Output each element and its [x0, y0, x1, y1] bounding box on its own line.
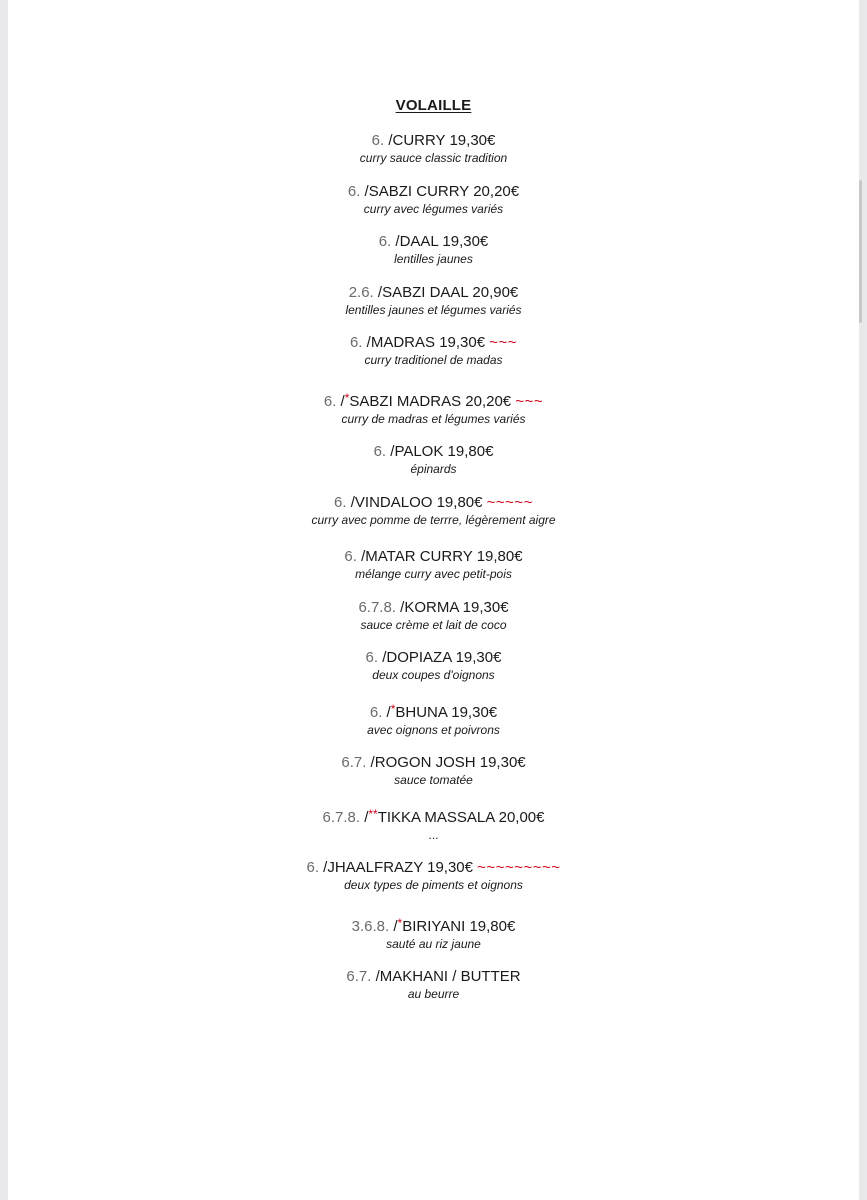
allergen-codes: 6.7.8. [322, 808, 361, 826]
dish-price: 19,80€ [447, 443, 494, 460]
dish-price: 19,80€ [436, 493, 483, 511]
dish-name: DAAL [399, 233, 439, 250]
separator: / [386, 443, 395, 460]
separator: / [389, 917, 398, 935]
separator: / [378, 649, 387, 666]
dish-description: lentilles jaunes [394, 252, 473, 266]
dish-name: MATAR CURRY [365, 548, 473, 565]
dish-name: DOPIAZA [386, 649, 452, 666]
dish-description: ... [428, 827, 439, 842]
dish-name: MADRAS [370, 334, 436, 351]
dish-name: TIKKA MASSALA [377, 808, 495, 826]
dish-price: 20,20€ [473, 182, 520, 200]
dish-name: CURRY [392, 132, 446, 149]
menu-item-title [8, 548, 859, 566]
dish-price: 19,30€ [442, 233, 489, 250]
menu-item [8, 548, 859, 599]
menu-item-title [8, 914, 859, 936]
spice-level: ~~~ [489, 334, 518, 351]
menu-item-title [8, 805, 859, 827]
section-title: VOLAILLE [395, 97, 472, 114]
separator: / [356, 548, 366, 565]
separator: / [360, 182, 369, 200]
menu-item-title [8, 754, 859, 772]
dish-description: deux coupes d'oignons [372, 668, 495, 682]
separator: / [362, 334, 371, 351]
dish-description: curry sauce classic tradition [359, 151, 508, 165]
menu-item [8, 132, 859, 183]
menu-item-title [8, 599, 859, 617]
dish-price: 19,30€ [462, 598, 509, 616]
dish-name: VINDALOO [354, 493, 433, 511]
menu-item [8, 183, 859, 234]
menu-item [8, 284, 859, 335]
menu-item-title [8, 389, 859, 411]
dish-description: au beurre [407, 987, 460, 1001]
allergen-codes: 6.7.8. [358, 598, 396, 616]
menu-item-title [8, 284, 859, 302]
star-marker: * [390, 701, 396, 716]
dish-price: 19,30€ [479, 754, 526, 771]
dish-price: 19,30€ [455, 649, 502, 666]
dish-description: avec oignons et poivrons [367, 722, 500, 737]
menu-items-list [8, 132, 859, 1019]
menu-item [8, 334, 859, 389]
dish-description: sauce crème et lait de coco [360, 617, 507, 632]
allergen-codes: 6. [365, 649, 379, 666]
star-marker: * [344, 390, 350, 405]
dish-price: 19,30€ [451, 703, 498, 721]
separator: / [384, 132, 393, 149]
star-marker: * [397, 915, 403, 930]
menu-item-title [8, 859, 859, 877]
menu-page [8, 0, 859, 1200]
menu-item-title [8, 968, 859, 986]
menu-item [8, 805, 859, 860]
dish-name: BIRIYANI [402, 917, 466, 935]
dish-description: curry avec pomme de terrre, légèrement aigre [311, 512, 556, 527]
separator: / [373, 283, 383, 301]
menu-item [8, 494, 859, 549]
spice-level: ~~~~~~~~~ [477, 859, 561, 876]
separator: / [382, 703, 391, 721]
separator: / [366, 754, 375, 771]
menu-item-title [8, 334, 859, 352]
separator: / [395, 598, 405, 616]
dish-name: SABZI DAAL [382, 283, 469, 301]
scrollbar[interactable] [859, 180, 862, 323]
menu-item [8, 914, 859, 969]
spice-level: ~~~~~ [486, 493, 533, 511]
separator: / [336, 392, 345, 410]
dish-name: SABZI CURRY [368, 182, 470, 200]
allergen-codes: 6. [344, 548, 357, 565]
allergen-codes: 6. [349, 334, 363, 351]
menu-item [8, 599, 859, 650]
dish-description: lentilles jaunes et légumes variés [345, 302, 522, 317]
spice-level: ~~~ [515, 392, 544, 410]
menu-item-title [8, 649, 859, 667]
dish-description: curry traditionel de madas [364, 353, 503, 367]
menu-item-title [8, 443, 859, 461]
dish-price: 20,90€ [472, 283, 519, 301]
menu-item [8, 443, 859, 494]
dish-description: curry avec légumes variés [363, 201, 504, 216]
menu-item-title [8, 132, 859, 150]
separator: / [346, 493, 355, 511]
dish-price: 20,20€ [465, 392, 512, 410]
menu-item [8, 859, 859, 914]
dish-description: sauce tomatée [394, 773, 473, 787]
dish-description: curry de madras et légumes variés [341, 411, 526, 426]
menu-item-title [8, 183, 859, 201]
dish-name: PALOK [394, 443, 444, 460]
allergen-codes: 6. [323, 392, 337, 410]
dish-price: 19,30€ [449, 132, 496, 149]
separator: / [371, 968, 380, 985]
dish-price: 19,80€ [476, 548, 523, 565]
menu-item-title [8, 233, 859, 251]
dish-description: épinards [410, 462, 457, 476]
allergen-codes: 3.6.8. [351, 917, 390, 935]
dish-description: mélange curry avec petit-pois [355, 567, 512, 581]
menu-item [8, 389, 859, 444]
menu-item [8, 233, 859, 284]
allergen-codes: 6. [378, 233, 392, 250]
dish-name: KORMA [404, 598, 459, 616]
separator: / [391, 233, 400, 250]
dish-price: 19,30€ [427, 859, 473, 876]
allergen-codes: 6. [373, 443, 387, 460]
separator: / [360, 808, 369, 826]
dish-name: MAKHANI / BUTTER [379, 968, 521, 985]
allergen-codes: 6. [306, 859, 319, 876]
menu-item [8, 649, 859, 700]
dish-price: 19,80€ [469, 917, 516, 935]
star-marker: ** [368, 806, 378, 821]
allergen-codes: 6. [371, 132, 385, 149]
dish-name: ROGON JOSH [374, 754, 476, 771]
menu-item-title [8, 494, 859, 512]
allergen-codes: 2.6. [348, 283, 374, 301]
allergen-codes: 6.7. [346, 968, 372, 985]
dish-description: sauté au riz jaune [386, 936, 481, 951]
menu-section [8, 96, 859, 1019]
dish-name: SABZI MADRAS [349, 392, 462, 410]
allergen-codes: 6. [334, 493, 347, 511]
allergen-codes: 6. [369, 703, 383, 721]
dish-price: 19,30€ [439, 334, 486, 351]
allergen-codes: 6. [347, 182, 361, 200]
menu-item [8, 968, 859, 1019]
separator: / [319, 859, 328, 876]
allergen-codes: 6.7. [341, 754, 367, 771]
dish-name: JHAALFRAZY [327, 859, 423, 876]
menu-item [8, 700, 859, 755]
menu-item-title [8, 700, 859, 722]
dish-name: BHUNA [395, 703, 448, 721]
dish-description: deux types de piments et oignons [344, 878, 523, 892]
dish-price: 20,00€ [498, 808, 545, 826]
menu-item [8, 754, 859, 805]
